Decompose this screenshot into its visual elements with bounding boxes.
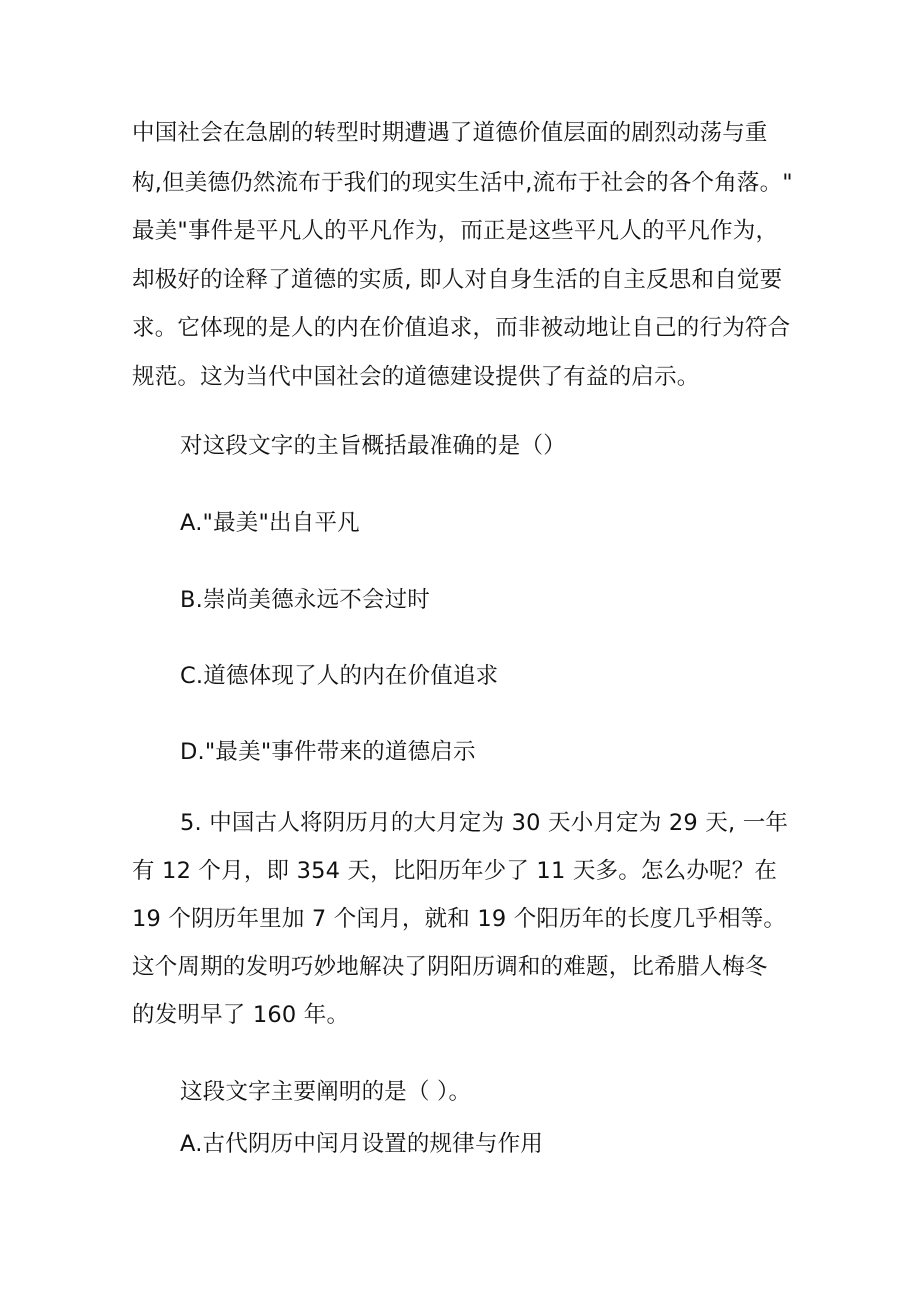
passage-2-line: 有 12 个月，即 354 天，比阳历年少了 11 天多。怎么办呢？在 [132, 858, 778, 884]
passage-1-line: 最美"事件是平凡人的平凡作为，而正是这些平凡人的平凡作为， [132, 218, 779, 244]
question-2-option-a: A.古代阴历中闰月设置的规律与作用 [180, 1131, 544, 1157]
passage-1-line: 却极好的诠释了道德的实质, 即人对自身生活的自主反思和自觉要 [132, 267, 783, 293]
question-2-prompt: 这段文字主要阐明的是（ ）。 [180, 1079, 472, 1105]
passage-2-line: 的发明早了 160 年。 [132, 1002, 350, 1028]
question-1-prompt: 对这段文字的主旨概括最准确的是（） [180, 433, 566, 459]
question-1-option-a: A."最美"出自平凡 [180, 510, 360, 536]
passage-1-line: 求。它体现的是人的内在价值追求，而非被动地让自己的行为符合 [132, 315, 791, 341]
question-1-option-b: B.崇尚美德永远不会过时 [180, 587, 430, 613]
passage-1-line: 中国社会在急剧的转型时期遭遇了道德价值层面的剧烈动荡与重 [132, 120, 768, 146]
passage-2-line: 19 个阴历年里加 7 个闰月，就和 19 个阳历年的长度几乎相等。 [132, 906, 787, 932]
question-1-option-d: D."最美"事件带来的道德启示 [180, 739, 476, 765]
passage-1-line: 构,但美德仍然流布于我们的现实生活中,流布于社会的各个角落。" [132, 170, 793, 196]
passage-1-line: 规范。这为当代中国社会的道德建设提供了有益的启示。 [132, 364, 700, 390]
passage-2-line: 这个周期的发明巧妙地解决了阴阳历调和的难题，比希腊人梅冬 [132, 954, 768, 980]
passage-2-line: 5. 中国古人将阴历月的大月定为 30 天小月定为 29 天, 一年 [180, 810, 789, 836]
question-1-option-c: C.道德体现了人的内在价值追求 [180, 663, 499, 689]
